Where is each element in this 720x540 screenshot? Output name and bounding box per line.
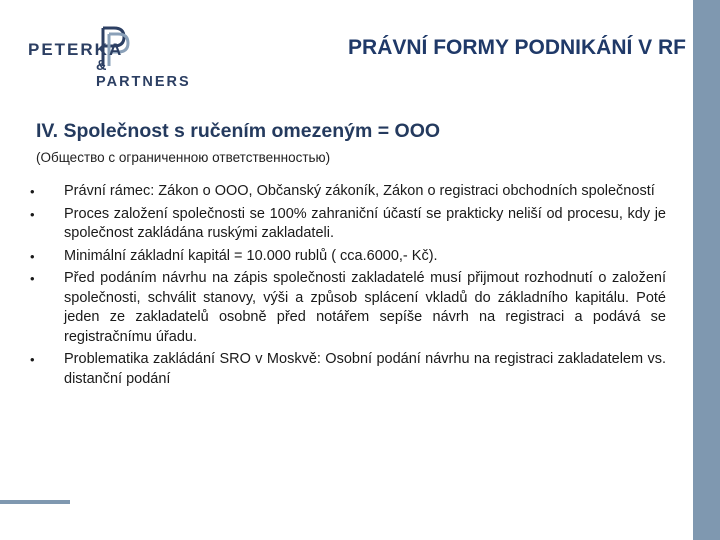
company-logo bbox=[28, 26, 200, 90]
list-item bbox=[30, 182, 666, 202]
bullet-text: Problematika zakládání SRO v Moskvě: Osobní podání návrhu na registraci zakladatelem vs. distanční podání bbox=[64, 351, 666, 387]
bullet-icon: • bbox=[30, 184, 35, 199]
bullet-icon: • bbox=[30, 271, 35, 286]
section-heading: IV. Společnost s ručením omezeným = OOO bbox=[36, 120, 441, 142]
logo-text-peterka: PETERKA bbox=[28, 40, 124, 59]
bullet-icon: • bbox=[30, 352, 35, 367]
right-accent-bar bbox=[693, 0, 720, 540]
footer-accent-line bbox=[0, 500, 70, 504]
list-item bbox=[30, 205, 666, 244]
list-item bbox=[30, 269, 666, 347]
list-item bbox=[30, 350, 666, 389]
bullet-text: Proces založení společnosti se 100% zahraniční účastí se prakticky neliší od procesu, kdy je společnost zakládána ruskými zakladateli. bbox=[64, 205, 666, 241]
bullet-text: Právní rámec: Zákon o OOO, Občanský zákoník, Zákon o registraci obchodních společností bbox=[64, 183, 655, 199]
bullet-list bbox=[30, 182, 666, 392]
bullet-text: Před podáním návrhu na zápis společnosti zakladatelé musí přijmout rozhodnutí o založení společnosti, schválit stanovy, výši a způsob splácení vkladů do základního kapitálu. Poté jeden ze zakladatelů osobně před notářem sepíše návrh na registraci a podává se registračnímu úřadu. bbox=[64, 270, 666, 345]
bullet-icon: • bbox=[30, 248, 35, 264]
logo-text-partners: & PARTNERS bbox=[96, 58, 191, 90]
slide-title: PRÁVNÍ FORMY PODNIKÁNÍ V RF bbox=[348, 36, 686, 59]
bullet-text: Minimální základní kapitál = 10.000 rublů ( cca.6000,- Kč). bbox=[64, 247, 438, 264]
section-subheading: (Общество с ограниченною ответственностью) bbox=[36, 150, 331, 165]
list-item bbox=[30, 247, 666, 267]
bullet-icon: • bbox=[30, 206, 35, 222]
